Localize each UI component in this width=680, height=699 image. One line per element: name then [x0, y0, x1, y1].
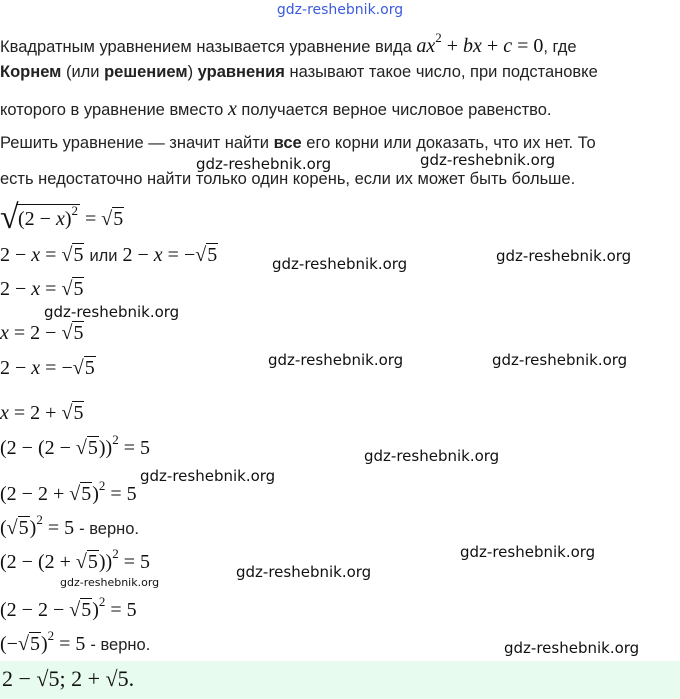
- check-1: $(2 - (2 - √5))^2 = 5$: [0, 432, 150, 459]
- watermark-top: gdz-reshebnik.org: [276, 2, 404, 18]
- definition-line-2: [0, 62, 680, 82]
- watermark: gdz-reshebnik.org: [504, 639, 640, 657]
- definition-tail: , где: [543, 38, 577, 56]
- step-5: 2 − x = −√5: [0, 357, 95, 379]
- watermark: gdz-reshebnik.org: [364, 447, 500, 465]
- step-4: x = 2 − √5: [0, 322, 84, 344]
- step-6: x = 2 + √5: [0, 402, 84, 424]
- term-all: все: [273, 134, 302, 152]
- watermark: gdz-reshebnik.org: [492, 351, 628, 369]
- check-5: $(2 - 2 - √5)^2 = 5$: [0, 594, 137, 621]
- term-equation: уравнения: [197, 63, 285, 81]
- watermark: gdz-reshebnik.org: [420, 151, 556, 169]
- step-3: 2 − x = √5: [0, 278, 84, 300]
- check-4: $(2 - (2 + √5))^2 = 5$: [0, 546, 150, 573]
- step-2: 2 − x = √5 или 2 − x = −√5: [0, 244, 218, 266]
- solve-line-2: есть недостаточно найти только один корень, если их может быть больше.: [0, 170, 576, 188]
- outer-root: √ $(2 - x)^2$: [0, 199, 79, 236]
- term-root: Корнем: [0, 63, 62, 81]
- quadratic-formula: $ax^2$ + bx + c = 0: [416, 30, 544, 57]
- watermark: gdz-reshebnik.org: [460, 543, 596, 561]
- definition-line-3: [0, 97, 680, 121]
- solve-text: его корни или доказать, что их нет. То: [301, 134, 596, 152]
- answer-text: 2 − √5; 2 + √5.: [2, 666, 135, 691]
- true-word: - верно.: [79, 520, 139, 538]
- definition-text: (или: [61, 63, 105, 81]
- or-word: или: [89, 247, 118, 265]
- solve-text: Решить уравнение — значит найти: [0, 134, 274, 152]
- definition-line-1: [0, 30, 680, 60]
- check-2: $(2 - 2 + √5)^2 = 5$: [0, 478, 137, 505]
- true-word: - верно.: [90, 636, 151, 654]
- watermark: gdz-reshebnik.org: [44, 303, 180, 321]
- check-3: $(√5)^2 = 5$ - верно.: [0, 512, 139, 539]
- definition-text: ): [187, 63, 198, 81]
- watermark-small: gdz-reshebnik.org: [60, 576, 160, 589]
- check-6: $(-√5)^2 = 5$ - верно.: [0, 628, 151, 655]
- definition-text: Квадратным уравнением называется уравнение вида: [0, 38, 417, 56]
- watermark: gdz-reshebnik.org: [140, 467, 276, 485]
- variable-x: x: [227, 98, 237, 120]
- definition-text: называют такое число, при подстановке: [284, 63, 598, 81]
- watermark: gdz-reshebnik.org: [236, 563, 372, 581]
- watermark: gdz-reshebnik.org: [272, 255, 408, 273]
- definition-text: которого в уравнение вместо: [0, 101, 228, 119]
- step-1: √ $(2 - x)^2 = √5$: [0, 199, 124, 236]
- watermark: gdz-reshebnik.org: [196, 155, 332, 173]
- watermark: gdz-reshebnik.org: [496, 247, 632, 265]
- solve-line-1: [0, 133, 680, 153]
- term-solution: решением: [104, 63, 188, 81]
- answer-box: [0, 661, 680, 699]
- watermark: gdz-reshebnik.org: [268, 351, 404, 369]
- definition-text: получается верное числовое равенство.: [236, 101, 552, 119]
